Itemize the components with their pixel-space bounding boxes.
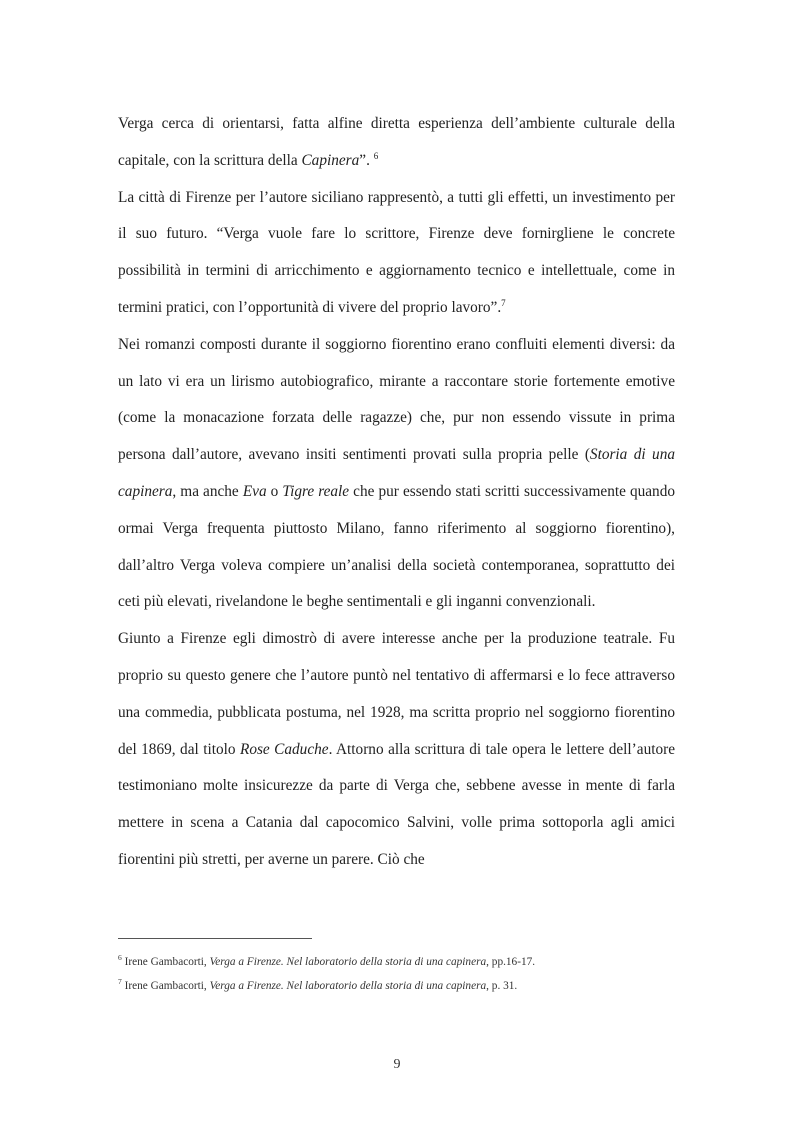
- text-run: La città di Firenze per l’autore siciliano rappresentò, a tutti gli effetti, un investimento per il suo futuro. “Verga vuole fare lo scrittore, Firenze deve fornirgliene le concrete possibilità in termini di arricchimento e aggiornamento tecnico e intellettuale, come in termini pratici, con l’opportunità di vivere del proprio lavoro”.: [118, 188, 675, 316]
- footnote-7: [118, 974, 675, 998]
- text-run: che pur essendo stati scritti successivamente quando ormai Verga frequenta piuttosto Milano, fanno riferimento al soggiorno fiorentino), dall’altro Verga voleva compiere un’analisi della società contemporanea, soprattutto dei ceti più elevati, rivelandone le beghe sentimentali e gli inganni convenzionali.: [118, 482, 676, 611]
- footnote-author: Irene Gambacorti,: [124, 980, 210, 992]
- italic-title: Storia di una capinera: [118, 446, 675, 500]
- text-run: Nei romanzi composti durante il soggiorno fiorentino erano confluiti elementi diversi: da un lato vi era un lirismo autobiografico, mirante a raccontare storie fortemente emotive (come la monacazione forzata delle ragazze) che, pur non essendo vissute in prima persona dall’autore, avevano insiti sentimenti provati sulla propria pelle (: [118, 335, 675, 464]
- paragraph-3: [118, 327, 675, 621]
- text-run: . Attorno alla scrittura di tale opera le lettere dell’autore testimoniano molte insicurezze da parte di Verga che, sebbene avesse in mente di farla mettere in scena a Catania dal capocomico Salvini, volle prima sottoporla agli amici fiorentini più stretti, per averne un parere. Ciò che: [118, 740, 676, 868]
- footnote-title: Verga a Firenze. Nel laboratorio della storia di una capinera: [209, 980, 487, 992]
- footnote-author: Irene Gambacorti,: [124, 956, 210, 968]
- footnote-6: [118, 950, 675, 974]
- footnote-number: 6: [118, 953, 122, 963]
- footnote-separator: [118, 938, 312, 939]
- italic-title: Capinera: [301, 151, 360, 169]
- text-run: Giunto a Firenze egli dimostrò di avere interesse anche per la produzione teatrale. Fu proprio su questo genere che l’autore puntò nel tentativo di affermarsi e lo fece attraverso una commedia, pubblicata postuma, nel 1928, ma scritta proprio nel soggiorno fiorentino del 1869, dal titolo: [118, 630, 675, 758]
- footnote-title: Verga a Firenze. Nel laboratorio della storia di una capinera: [209, 956, 487, 968]
- italic-title: Rose Caduche: [239, 740, 329, 758]
- footnote-pages: , pp.16-17.: [486, 956, 536, 968]
- text-run: o: [266, 482, 283, 500]
- footnote-number: 7: [118, 977, 122, 987]
- body-text: [118, 106, 675, 879]
- footnotes: [118, 950, 675, 998]
- paragraph-2: [118, 180, 675, 327]
- text-run: Verga cerca di orientarsi, fatta alfine diretta esperienza dell’ambiente culturale della capitale, con la scrittura della: [118, 115, 675, 169]
- footnote-ref: 6: [373, 150, 379, 161]
- text-run: , ma anche: [172, 482, 243, 500]
- paragraph-4: [118, 621, 675, 879]
- italic-title: Eva: [242, 482, 267, 500]
- paragraph-1: [118, 106, 675, 180]
- footnote-pages: , p. 31.: [486, 980, 518, 992]
- italic-title: Tigre reale: [282, 482, 350, 500]
- text-run: ”.: [359, 151, 374, 169]
- page-number: 9: [393, 1057, 401, 1072]
- footnote-ref: 7: [501, 297, 506, 308]
